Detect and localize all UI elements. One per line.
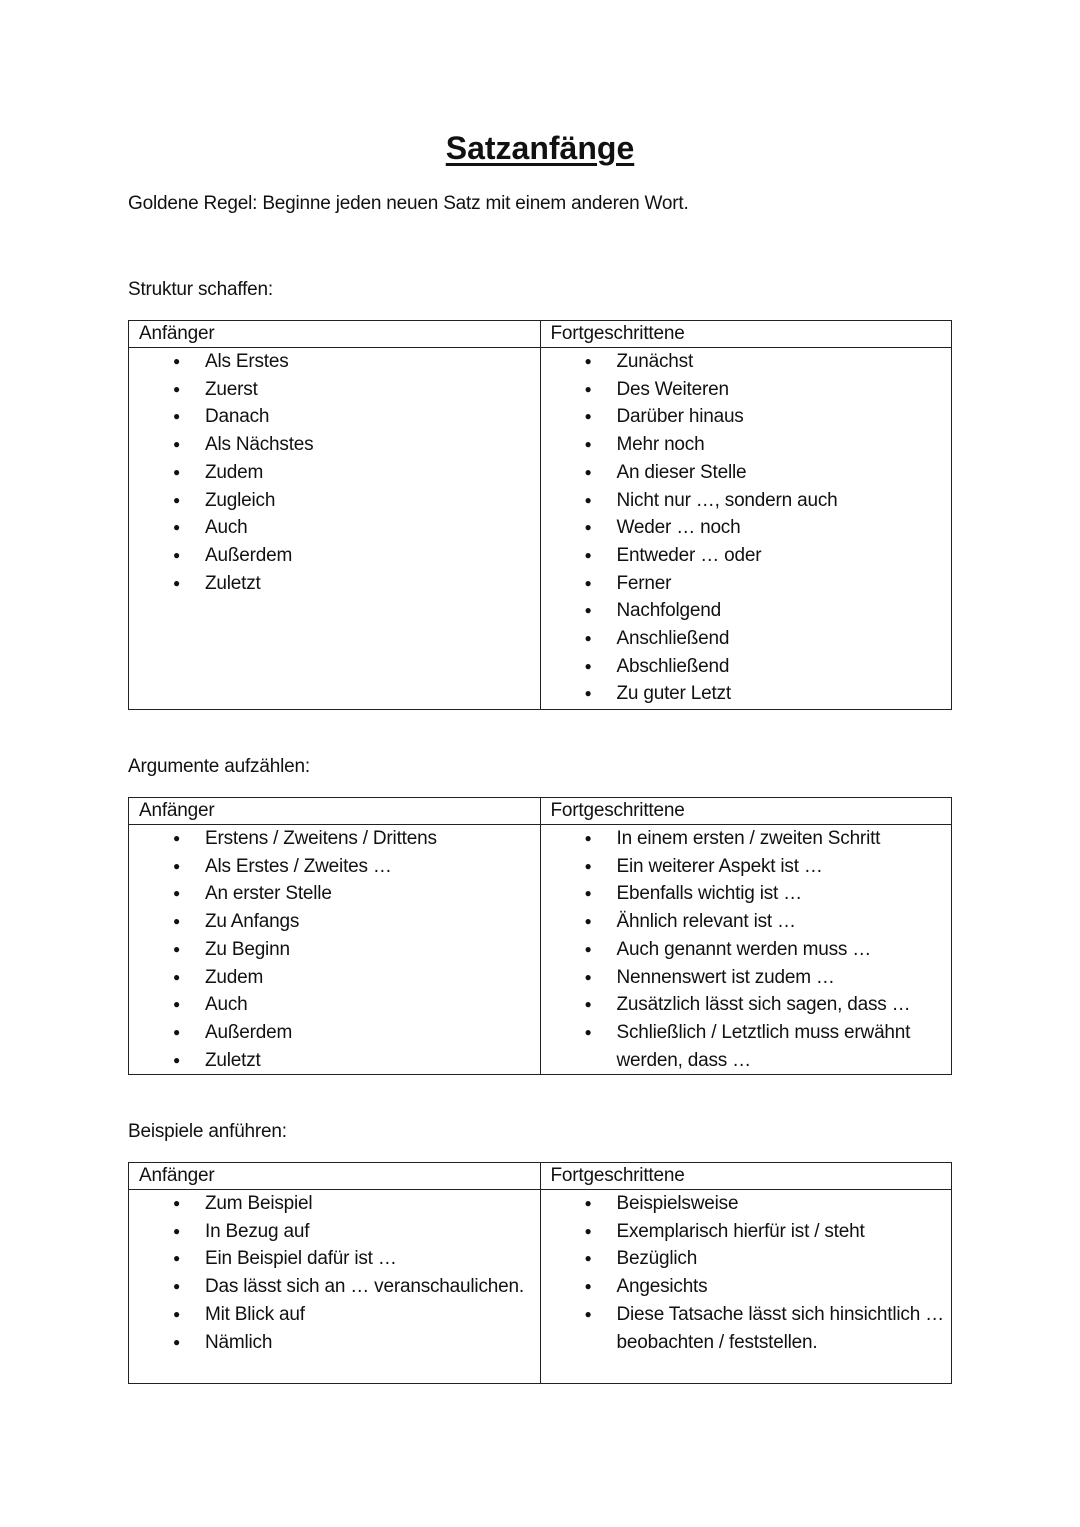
list-item: ● Angesichts [617,1273,946,1301]
column-header-beginner: Anfänger [129,1163,541,1190]
list-item: ● Nennenswert ist zudem … [617,964,946,992]
list-item: ● Erstens / Zweitens / Drittens [205,825,534,853]
section-heading: Beispiele anführen: [128,1121,287,1142]
list-item: ● Zu Anfangs [205,908,534,936]
list-item: ● Schließlich / Letztlich muss erwähnt werden, dass … [617,1019,946,1074]
beginner-list [129,1190,540,1356]
list-item: ● Zum Beispiel [205,1190,534,1218]
list-item: ● In einem ersten / zweiten Schritt [617,825,946,853]
beginner-cell [129,348,541,710]
beginner-cell [129,1190,541,1384]
list-item: ● Mit Blick auf [205,1301,534,1329]
advanced-cell [540,1190,952,1384]
list-item: ● Außerdem [205,542,534,570]
list-item: ● Diese Tatsache lässt sich hinsichtlich … beobachten / feststellen. [617,1301,946,1356]
list-item: ● Zugleich [205,487,534,515]
golden-rule: Goldene Regel: Beginne jeden neuen Satz mit einem anderen Wort. [128,193,689,214]
list-item: ● Als Erstes [205,348,534,376]
list-item: ● Zudem [205,459,534,487]
section-heading: Argumente aufzählen: [128,756,310,777]
list-item: ● Auch [205,514,534,542]
list-item: ● Ähnlich relevant ist … [617,908,946,936]
list-item: ● An dieser Stelle [617,459,946,487]
list-item: ● An erster Stelle [205,880,534,908]
list-item: ● Danach [205,403,534,431]
beginner-list [129,825,540,1074]
list-item: ● Zunächst [617,348,946,376]
list-item: ● Bezüglich [617,1245,946,1273]
list-item: ● Nachfolgend [617,597,946,625]
list-item: ● Entweder … oder [617,542,946,570]
list-item: ● In Bezug auf [205,1218,534,1246]
list-item: ● Darüber hinaus [617,403,946,431]
list-item: ● Mehr noch [617,431,946,459]
list-item: ● Ferner [617,570,946,598]
list-item: ● Auch [205,991,534,1019]
list-item: ● Ein weiterer Aspekt ist … [617,853,946,881]
list-item: ● Als Nächstes [205,431,534,459]
advanced-list [541,825,952,1074]
page-title: Satzanfänge [445,130,635,166]
list-item: ● Zu guter Letzt [617,680,946,708]
list-item: ● Anschließend [617,625,946,653]
list-item: ● Ein Beispiel dafür ist … [205,1245,534,1273]
list-item: ● Nämlich [205,1329,534,1357]
list-item: ● Exemplarisch hierfür ist / steht [617,1218,946,1246]
list-item: ● Auch genannt werden muss … [617,936,946,964]
beginner-list [129,348,540,597]
advanced-list [541,348,952,708]
list-item: ● Nicht nur …, sondern auch [617,487,946,515]
list-item: ● Außerdem [205,1019,534,1047]
beginner-cell [129,825,541,1075]
phrase-table [128,1162,952,1384]
list-item: ● Abschließend [617,653,946,681]
list-item: ● Zu Beginn [205,936,534,964]
column-header-advanced: Fortgeschrittene [540,798,952,825]
list-item: ● Zuletzt [205,1047,534,1075]
list-item: ● Zuletzt [205,570,534,598]
list-item: ● Als Erstes / Zweites … [205,853,534,881]
advanced-cell [540,825,952,1075]
list-item: ● Zuerst [205,376,534,404]
list-item: ● Beispielsweise [617,1190,946,1218]
list-item: ● Weder … noch [617,514,946,542]
phrase-table [128,797,952,1075]
list-item: ● Zudem [205,964,534,992]
list-item: ● Das lässt sich an … veranschaulichen. [205,1273,534,1301]
section-heading: Struktur schaffen: [128,279,273,300]
phrase-table [128,320,952,710]
column-header-advanced: Fortgeschrittene [540,1163,952,1190]
list-item: ● Des Weiteren [617,376,946,404]
list-item: ● Zusätzlich lässt sich sagen, dass … [617,991,946,1019]
advanced-list [541,1190,952,1356]
column-header-beginner: Anfänger [129,321,541,348]
column-header-beginner: Anfänger [129,798,541,825]
list-item: ● Ebenfalls wichtig ist … [617,880,946,908]
column-header-advanced: Fortgeschrittene [540,321,952,348]
advanced-cell [540,348,952,710]
